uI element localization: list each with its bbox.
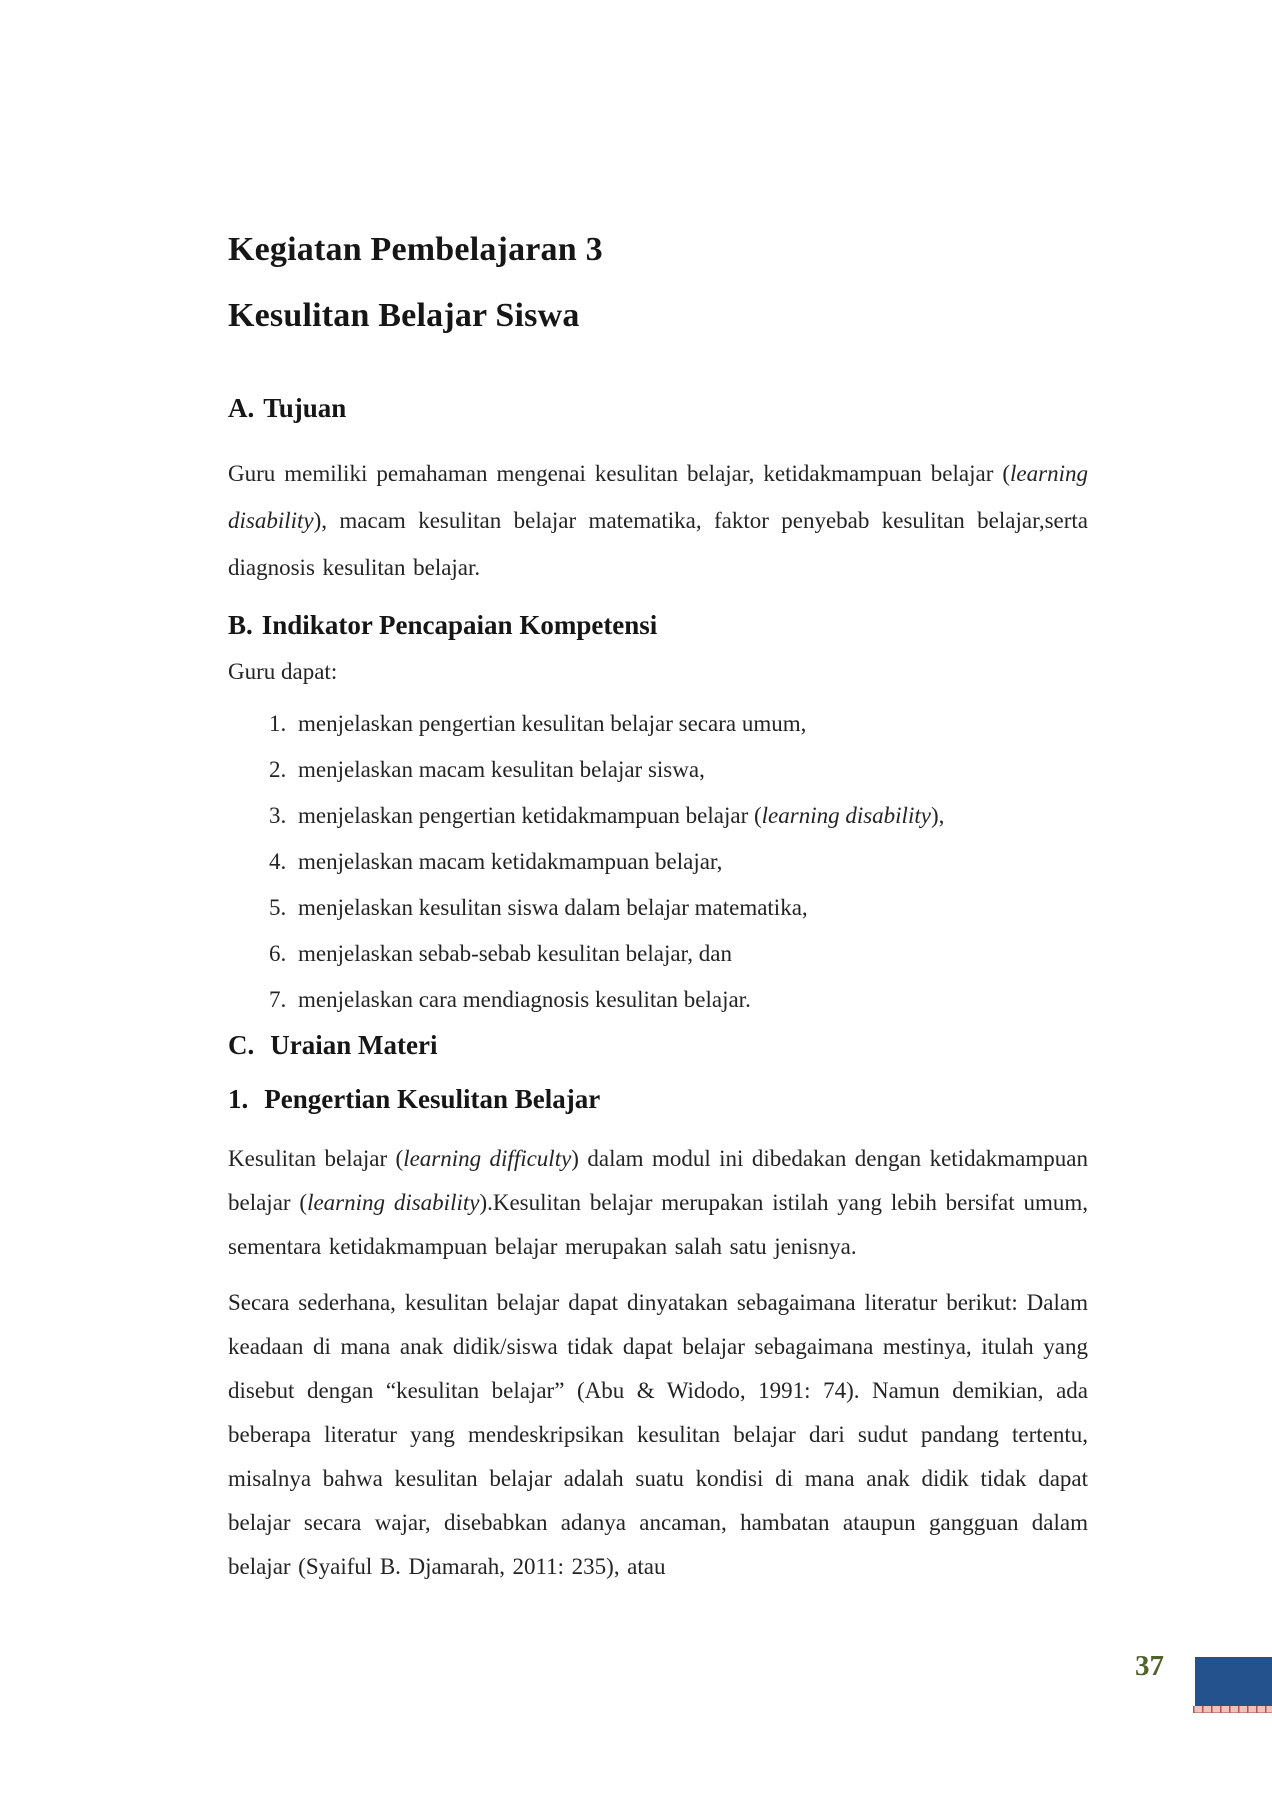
page-content xyxy=(228,0,1088,1589)
list-item-text: menjelaskan pengertian kesulitan belajar secara umum, xyxy=(298,711,807,736)
paragraph-uraian-1: Kesulitan belajar (learning difficulty) dalam modul ini dibedakan dengan ketidakmampuan belajar (learning disability).Kesulitan belajar merupakan istilah yang lebih bersifat umum, sementara ketidakmampuan belajar merupakan salah satu jenisnya. xyxy=(228,1146,1088,1259)
indicator-list xyxy=(228,701,1088,1023)
page-title-line1: Kegiatan Pembelajaran 3 xyxy=(228,231,603,268)
list-item xyxy=(228,977,1088,1023)
list-item-number: 6. xyxy=(269,941,287,966)
list-item-text: menjelaskan macam kesulitan belajar siswa, xyxy=(298,757,705,782)
footer-dashed-strip xyxy=(1193,1706,1272,1713)
list-item-text: menjelaskan kesulitan siswa dalam belajar matematika, xyxy=(298,895,808,920)
paragraph-uraian-2: Secara sederhana, kesulitan belajar dapat dinyatakan sebagaimana literatur berikut: Dalam keadaan di mana anak didik/siswa tidak dapat belajar sebagaimana mestinya, itulah yang disebut dengan “kesulitan belajar” (Abu & Widodo, 1991: 74). Namun demikian, ada beberapa literatur yang mendeskripsikan kesulitan belajar dari sudut pandang tertentu, misalnya bahwa kesulitan belajar adalah suatu kondisi di mana anak didik tidak dapat belajar secara wajar, disebabkan adanya ancaman, hambatan ataupun gangguan dalam belajar (Syaiful B. Djamarah, 2011: 235), atau xyxy=(228,1290,1088,1579)
section-heading-tujuan-label: Tujuan xyxy=(263,393,347,423)
list-item xyxy=(228,839,1088,885)
section-letter-c: C. xyxy=(228,1030,255,1060)
subsection-number: 1. xyxy=(228,1084,249,1114)
list-item-number: 4. xyxy=(269,849,287,874)
section-heading-tujuan xyxy=(228,392,1088,424)
list-item xyxy=(228,747,1088,793)
subsection-heading-label: Pengertian Kesulitan Belajar xyxy=(264,1084,601,1114)
page-number: 37 xyxy=(1135,1650,1164,1682)
list-item xyxy=(228,701,1088,747)
section-letter-b: B. xyxy=(228,610,253,640)
list-item-number: 3. xyxy=(269,803,287,828)
section-heading-indikator xyxy=(228,609,1088,641)
page-title-line2: Kesulitan Belajar Siswa xyxy=(228,297,580,334)
section-heading-indikator-label: Indikator Pencapaian Kompetensi xyxy=(261,610,658,640)
subsection-heading-pengertian xyxy=(228,1083,1088,1115)
list-item-number: 1. xyxy=(269,711,287,736)
list-item xyxy=(228,931,1088,977)
list-item xyxy=(228,885,1088,931)
list-item-text: menjelaskan macam ketidakmampuan belajar, xyxy=(298,849,723,874)
list-item-text: menjelaskan cara mendiagnosis kesulitan belajar. xyxy=(298,987,751,1012)
section-heading-uraian-label: Uraian Materi xyxy=(270,1030,438,1060)
list-item-text: menjelaskan pengertian ketidakmampuan belajar (learning disability), xyxy=(298,803,945,828)
footer-accent-block xyxy=(1195,1657,1272,1706)
list-intro: Guru dapat: xyxy=(228,659,338,684)
list-item-text: menjelaskan sebab-sebab kesulitan belajar, dan xyxy=(298,941,732,966)
paragraph-tujuan: Guru memiliki pemahaman mengenai kesulitan belajar, ketidakmampuan belajar (learning disability), macam kesulitan belajar matematika, faktor penyebab kesulitan belajar,serta diagnosis kesulitan belajar. xyxy=(228,461,1088,580)
list-item-number: 7. xyxy=(269,987,287,1012)
section-letter-a: A. xyxy=(228,393,255,423)
section-heading-uraian xyxy=(228,1029,1088,1061)
list-item-number: 5. xyxy=(269,895,287,920)
list-item-number: 2. xyxy=(269,757,287,782)
list-item xyxy=(228,793,1088,839)
